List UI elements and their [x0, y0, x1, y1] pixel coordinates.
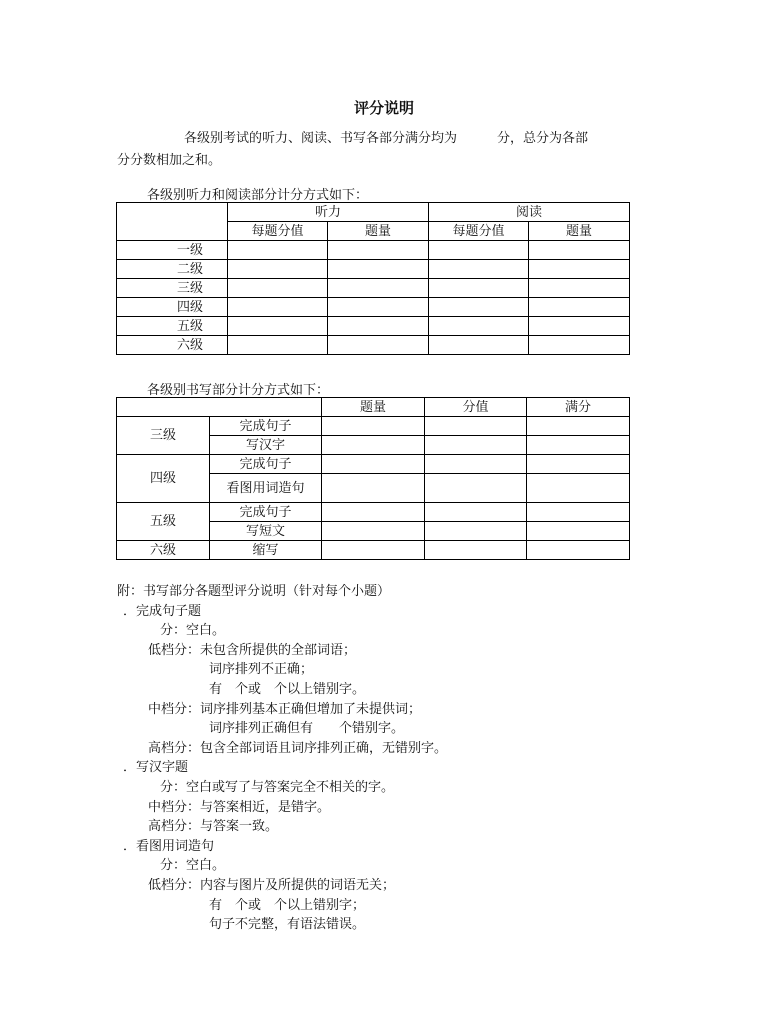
sub-header: 题量 — [529, 222, 630, 241]
level-label: 四级 — [117, 298, 228, 317]
table-cell — [322, 503, 425, 522]
level-label: 四级 — [117, 455, 210, 503]
table-row — [117, 203, 630, 222]
low-score-rule — [117, 641, 757, 661]
intro-line-2: 分分数相加之和。 — [117, 153, 222, 168]
mid-score-rule — [117, 798, 757, 818]
rule-label: 高档分： — [148, 740, 201, 756]
level-label: 六级 — [117, 541, 210, 560]
table-cell — [328, 298, 429, 317]
header-cell: 满分 — [527, 398, 630, 417]
table-cell — [527, 417, 630, 436]
table-cell — [228, 260, 328, 279]
section-title: ．写汉字题 — [123, 760, 189, 776]
table-row — [117, 455, 630, 474]
table-row — [117, 317, 630, 336]
table-cell — [322, 455, 425, 474]
table-cell — [328, 317, 429, 336]
header-cell: 分值 — [425, 398, 527, 417]
table-row — [117, 260, 630, 279]
table-cell — [425, 503, 527, 522]
table-cell — [527, 455, 630, 474]
group-header-listening: 听力 — [228, 203, 429, 222]
high-score-rule — [117, 739, 757, 759]
intro-line-1-a: 各级别考试的听力、阅读、书写各部分满分均为 — [184, 131, 458, 146]
table-cell — [228, 279, 328, 298]
table-cell — [322, 522, 425, 541]
rule-text: 有 个或 个以上错别字。 — [209, 681, 366, 697]
table-cell — [117, 398, 322, 417]
item-label: 完成句子 — [210, 417, 322, 436]
rule-label: 中档分： — [148, 799, 201, 815]
table-cell — [328, 336, 429, 355]
table-cell — [429, 241, 529, 260]
rule-text: 词序排列不正确； — [209, 662, 314, 678]
item-label: 缩写 — [210, 541, 322, 560]
table-cell — [529, 260, 630, 279]
level-label: 三级 — [117, 417, 210, 455]
table1-caption: 各级别听力和阅读部分计分方式如下： — [147, 188, 369, 203]
level-label: 六级 — [117, 336, 228, 355]
zero-score-rule: 分：空白。 — [160, 623, 226, 639]
table-cell — [425, 436, 527, 455]
table-cell — [322, 474, 425, 503]
rule-text: 未包含所提供的全部词语； — [200, 642, 357, 658]
rule-text: 包含全部词语且词序排列正确，无错别字。 — [200, 740, 448, 756]
listening-reading-table — [116, 202, 630, 355]
table-cell — [429, 279, 529, 298]
item-label: 写短文 — [210, 522, 322, 541]
table-cell — [425, 455, 527, 474]
table-cell — [322, 436, 425, 455]
table-cell — [529, 298, 630, 317]
section-title: ．完成句子题 — [123, 603, 202, 619]
item-label: 看图用词造句 — [210, 474, 322, 503]
table-cell — [527, 522, 630, 541]
rule-label: 低档分： — [148, 877, 201, 893]
table-cell — [527, 503, 630, 522]
sub-header: 题量 — [328, 222, 429, 241]
rule-text: 句子不完整，有语法错误。 — [209, 917, 366, 933]
table-row — [117, 241, 630, 260]
page-title: 评分说明 — [353, 99, 414, 117]
rule-text: 与答案相近，是错字。 — [200, 799, 331, 815]
rule-text: 与答案一致。 — [200, 819, 279, 835]
table-cell — [328, 260, 429, 279]
low-score-rule — [117, 876, 757, 896]
rule-text: 内容与图片及所提供的词语无关； — [200, 877, 396, 893]
table-cell — [425, 541, 527, 560]
item-label: 完成句子 — [210, 503, 322, 522]
group-header-reading: 阅读 — [429, 203, 630, 222]
table-row — [117, 298, 630, 317]
rule-label: 低档分： — [148, 642, 201, 658]
sub-header: 每题分值 — [228, 222, 328, 241]
rule-text: 词序排列正确但有 个错别字。 — [209, 721, 405, 737]
table-cell — [328, 279, 429, 298]
item-label: 完成句子 — [210, 455, 322, 474]
table-row — [117, 541, 630, 560]
table-cell — [529, 241, 630, 260]
level-label: 五级 — [117, 317, 228, 336]
table-cell — [228, 336, 328, 355]
table-cell — [228, 241, 328, 260]
writing-table — [116, 397, 630, 560]
table-cell — [322, 541, 425, 560]
table-cell — [425, 474, 527, 503]
zero-score-rule: 分：空白。 — [160, 858, 226, 874]
table-row — [117, 279, 630, 298]
level-label: 一级 — [117, 241, 228, 260]
table-row — [117, 336, 630, 355]
rule-text: 有 个或 个以上错别字； — [209, 897, 366, 913]
rule-label: 高档分： — [148, 819, 201, 835]
table-cell — [429, 336, 529, 355]
scoring-notes — [117, 582, 757, 935]
notes-heading: 附：书写部分各题型评分说明（针对每个小题） — [117, 584, 391, 599]
table-cell — [527, 436, 630, 455]
level-label: 三级 — [117, 279, 228, 298]
table-cell — [322, 417, 425, 436]
header-cell: 题量 — [322, 398, 425, 417]
table-cell — [529, 279, 630, 298]
table-row — [117, 398, 630, 417]
high-score-rule — [117, 817, 757, 837]
table2-caption: 各级别书写部分计分方式如下： — [147, 383, 330, 398]
table-cell — [429, 298, 529, 317]
item-label: 写汉字 — [210, 436, 322, 455]
table-cell — [328, 241, 429, 260]
rule-label: 中档分： — [148, 701, 201, 717]
zero-score-rule: 分：空白或写了与答案完全不相关的字。 — [160, 779, 395, 795]
intro-line-1-b: 分，总分为各部 — [497, 131, 589, 146]
table-cell — [228, 298, 328, 317]
table-cell — [429, 260, 529, 279]
table-cell — [529, 317, 630, 336]
table-row — [117, 417, 630, 436]
rule-text: 词序排列基本正确但增加了未提供词； — [200, 701, 422, 717]
intro-line-1 — [184, 127, 588, 146]
table-row — [117, 503, 630, 522]
table-cell — [527, 541, 630, 560]
level-label: 二级 — [117, 260, 228, 279]
table-cell — [527, 474, 630, 503]
table-cell — [117, 203, 228, 241]
table-cell — [529, 336, 630, 355]
level-label: 五级 — [117, 503, 210, 541]
table-cell — [425, 522, 527, 541]
mid-score-rule — [117, 700, 757, 720]
table-cell — [425, 417, 527, 436]
sub-header: 每题分值 — [429, 222, 529, 241]
table-cell — [429, 317, 529, 336]
section-title: ．看图用词造句 — [123, 838, 215, 854]
table-cell — [228, 317, 328, 336]
